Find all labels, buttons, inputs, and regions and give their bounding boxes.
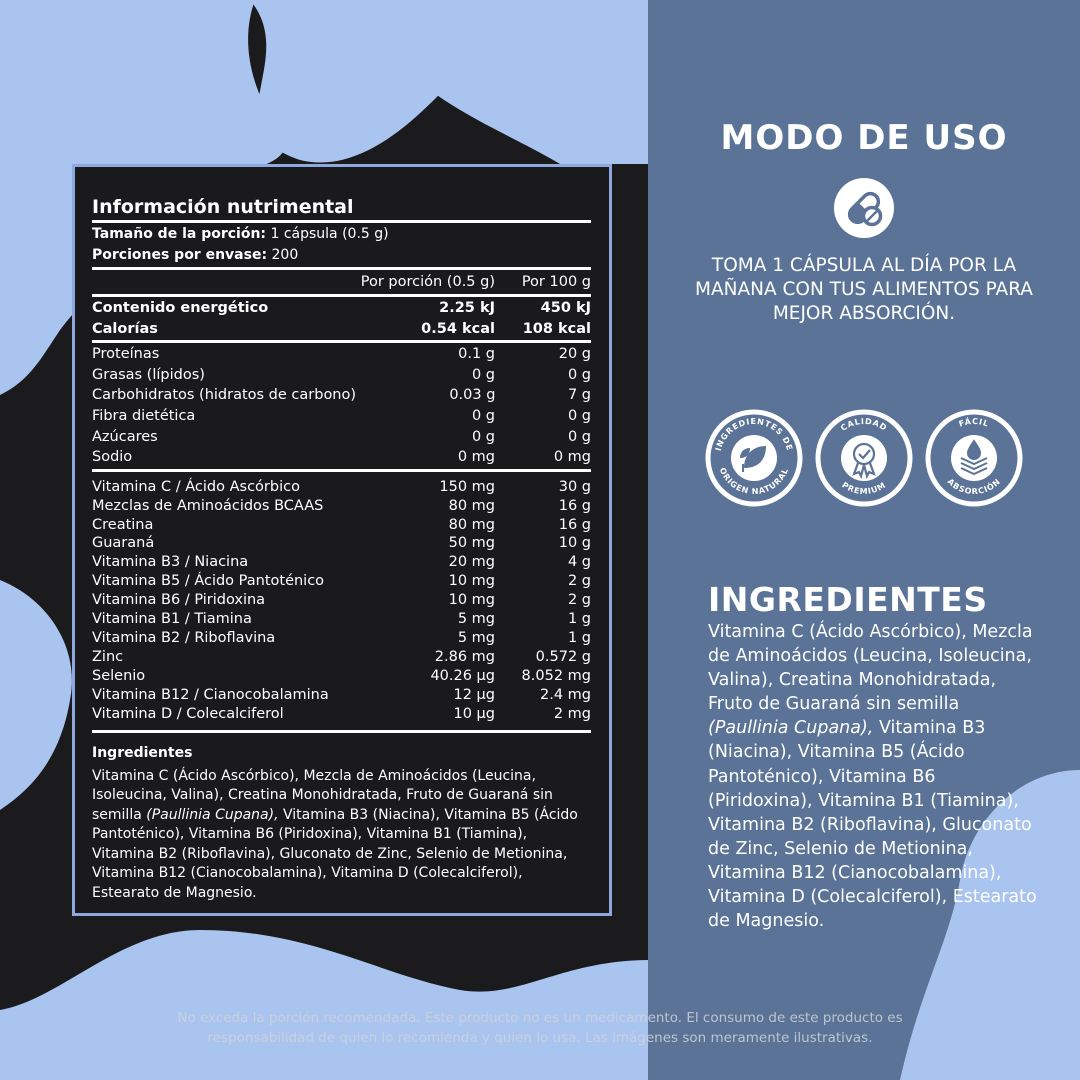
per-serving-value: 0 g: [471, 407, 495, 424]
nutrition-title: Información nutrimental: [92, 196, 354, 218]
svg-text:ABSORCIÓN: ABSORCIÓN: [945, 476, 1003, 497]
per-100g-value: 20 g: [558, 346, 591, 363]
vitamin-row: [92, 610, 591, 629]
per-serving-value: 150 mg: [439, 478, 495, 495]
per-100g-value: 108 kcal: [522, 320, 591, 337]
ingredients-label: Ingredientes: [92, 744, 193, 761]
per-100g-value: 4 g: [567, 554, 591, 571]
per-serving-value: 10 µg: [453, 705, 495, 722]
per-serving-value: 40.26 µg: [430, 667, 495, 684]
svg-text:ORIGEN NATURAL: ORIGEN NATURAL: [717, 466, 791, 497]
ingredients-body: Vitamina C (Ácido Ascórbico), Mezcla de Aminoácidos (Leucina, Isoleucina, Valina), Creatina Monohidratada, Fruto de Guaraná sin semilla (Paullinia Cupana), Vitamina B3 (Niacina), Vitamina B5 (Ácido Pantoténico), Vitamina B6 (Piridoxina), Vitamina B1 (Tiamina), Vitamina B2 (Riboflavina), Gluconato de Zinc, Selenio de Metionina, Vitamina B12 (Cianocobalamina), Vitamina D (Colecalciferol), Estearato de Magnesio.: [708, 622, 1037, 932]
per-serving-value: 0 g: [471, 428, 495, 445]
macro-row: [92, 406, 591, 427]
nutrient-name: Azúcares: [92, 428, 158, 445]
nutrient-name: Vitamina C / Ácido Ascórbico: [92, 478, 300, 495]
per-serving-value: 5 mg: [457, 630, 495, 646]
vitamin-row: [92, 497, 591, 516]
svg-text:INGREDIENTES DE: INGREDIENTES DE: [713, 416, 795, 452]
per-100g-value: 1 g: [567, 630, 591, 646]
macro-row: [92, 427, 591, 448]
nutrient-name: Vitamina B5 / Ácido Pantoténico: [92, 573, 325, 590]
nutrient-name: Contenido energético: [92, 300, 269, 316]
vitamin-row: [92, 686, 591, 705]
per-100g-value: 2 g: [567, 592, 591, 609]
svg-text:FÁCIL: FÁCIL: [957, 416, 991, 429]
ingredients-heading: INGREDIENTES: [708, 580, 988, 619]
per-100g-value: 0.572 g: [535, 648, 591, 665]
per-serving-value: 10 mg: [448, 573, 495, 590]
per-serving-value: 20 mg: [448, 554, 495, 571]
divider: [92, 469, 591, 472]
column-headers: [92, 271, 591, 293]
nutrient-name: Proteínas: [92, 346, 160, 363]
per-100g-value: 8.052 mg: [521, 667, 591, 684]
per-100g-value: 2 g: [567, 573, 591, 590]
macro-row: [92, 365, 591, 386]
ingredients-text: Vitamina C (Ácido Ascórbico), Mezcla de Aminoácidos (Leucina, Isoleucina, Valina), Creatina Monohidratada, Fruto de Guaraná sin semilla (Paullinia Cupana), Vitamina B3 (Niacina), Vitamina B5 (Ácido Pantoténico), Vitamina B6 (Piridoxina), Vitamina B1 (Tiamina), Vitamina B2 (Riboflavina), Gluconato de Zinc, Selenio de Metionina, Vitamina B12 (Cianocobalamina), Vitamina D (Colecalciferol), Estearato de Magnesio.: [92, 767, 578, 901]
vitamin-row: [92, 553, 591, 572]
per-serving-value: 0 g: [471, 366, 495, 383]
nutrient-name: Vitamina D / Colecalciferol: [92, 705, 284, 722]
per-serving-value: 12 µg: [453, 686, 495, 703]
blue-wave-left-body: [0, 0, 285, 186]
per-100g-value: 2.4 mg: [540, 686, 591, 703]
per-100g-value: 0 g: [567, 407, 591, 424]
per-100g-value: 0 g: [567, 428, 591, 445]
svg-text:PREMIUM: PREMIUM: [840, 480, 888, 497]
nutrient-name: Zinc: [92, 648, 124, 665]
nutrient-name: Selenio: [92, 667, 146, 684]
per-serving-value: 0.03 g: [449, 387, 496, 404]
per-serving-value: 10 mg: [448, 592, 495, 609]
divider: [92, 267, 591, 270]
vitamin-row: [92, 705, 591, 724]
nutrient-name: Calorías: [92, 320, 158, 337]
nutrient-name: Fibra dietética: [92, 407, 196, 424]
svg-text:CALIDAD: CALIDAD: [839, 416, 889, 433]
per-100g-value: 450 kJ: [540, 300, 591, 316]
per-100g-value: 0 g: [567, 366, 591, 383]
serving-size: Tamaño de la porción: 1 cápsula (0.5 g): [92, 226, 389, 242]
per-serving-value: 80 mg: [448, 497, 495, 514]
nutrient-name: Guaraná: [92, 535, 155, 552]
per-100g-value: 30 g: [558, 478, 591, 495]
nutrient-name: Creatina: [92, 516, 154, 533]
legal-disclaimer: No exceda la porción recomendada. Este producto no es un medicamento. El consumo de este producto es responsabilidad de quien lo recomienda y quien lo usa. Las imágenes son meramente ilustrativas.: [177, 1010, 903, 1046]
vitamin-row: [92, 572, 591, 591]
macro-row: [92, 344, 591, 365]
vitamin-row: [92, 648, 591, 667]
energy-row: [92, 319, 591, 340]
per-serving-header: Por porción (0.5 g): [360, 274, 495, 290]
per-serving-value: 5 mg: [457, 611, 495, 628]
per-100g-value: 16 g: [558, 516, 591, 533]
nutrient-name: Sodio: [92, 449, 133, 466]
per-100g-value: 1 g: [567, 611, 591, 628]
per-serving-value: 2.86 mg: [434, 648, 495, 665]
vitamin-row: [92, 629, 591, 648]
per-100g-value: 16 g: [558, 497, 591, 514]
nutrient-name: Vitamina B6 / Piridoxina: [92, 592, 266, 609]
nutrient-name: Carbohidratos (hidratos de carbono): [92, 387, 357, 404]
nutrient-name: Mezclas de Aminoácidos BCAAS: [92, 497, 324, 514]
macro-row: [92, 447, 591, 468]
divider: [92, 294, 591, 297]
per-100g-header: Por 100 g: [521, 274, 591, 290]
per-serving-value: 0.1 g: [458, 346, 495, 363]
per-serving-value: 0.54 kcal: [421, 320, 495, 337]
per-serving-value: 0 mg: [457, 449, 495, 466]
easy-absorption-badge: [924, 408, 1024, 508]
macro-row: [92, 385, 591, 406]
natural-ingredients-badge: [704, 408, 804, 508]
divider: [92, 730, 591, 733]
per-100g-value: 2 mg: [553, 705, 591, 722]
per-serving-value: 80 mg: [448, 516, 495, 533]
servings-per-container: Porciones por envase: 200: [92, 247, 299, 263]
per-100g-value: 7 g: [567, 387, 591, 404]
vitamin-row: [92, 667, 591, 686]
vitamin-row: [92, 478, 591, 497]
per-serving-value: 50 mg: [448, 535, 495, 552]
vitamin-row: [92, 534, 591, 553]
divider: [92, 340, 591, 343]
nutrient-name: Grasas (lípidos): [92, 366, 205, 383]
nutrient-name: Vitamina B2 / Riboflavina: [92, 630, 276, 646]
premium-quality-badge: [814, 408, 914, 508]
divider: [92, 220, 591, 223]
per-serving-value: 2.25 kJ: [439, 300, 495, 316]
per-100g-value: 10 g: [558, 535, 591, 552]
nutrient-name: Vitamina B1 / Tiamina: [92, 611, 252, 628]
vitamin-row: [92, 591, 591, 610]
modo-de-uso-text: TOMA 1 CÁPSULA AL DÍA POR LA MAÑANA CON TUS ALIMENTOS PARA MEJOR ABSORCIÓN.: [695, 255, 1033, 324]
per-100g-value: 0 mg: [553, 449, 591, 466]
capsule-icon: [834, 178, 894, 238]
nutrient-name: Vitamina B3 / Niacina: [92, 554, 249, 571]
vitamin-row: [92, 516, 591, 535]
nutrition-facts-panel: [72, 164, 612, 916]
energy-row: [92, 298, 591, 319]
modo-de-uso-title: MODO DE USO: [720, 118, 1008, 158]
nutrient-name: Vitamina B12 / Cianocobalamina: [92, 686, 329, 703]
